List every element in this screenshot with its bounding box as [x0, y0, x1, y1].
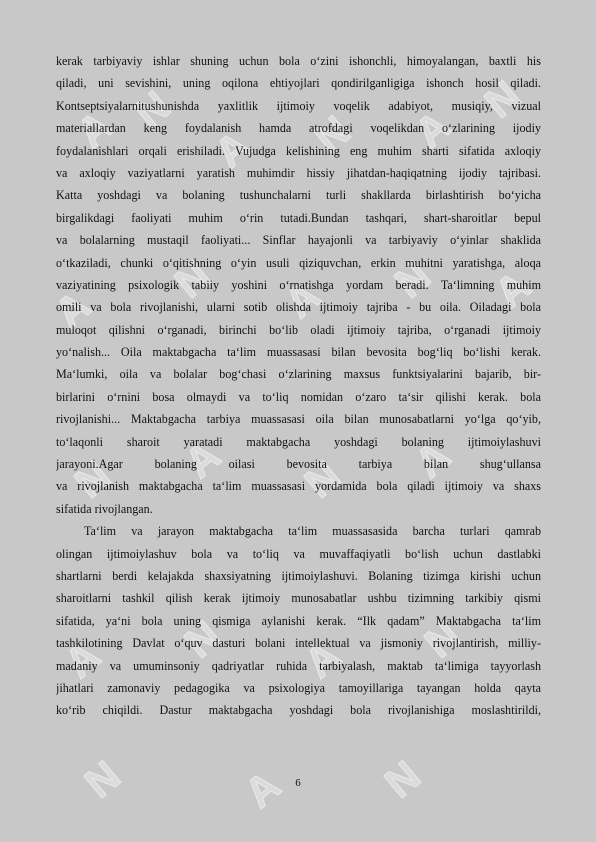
text-line: Ta‘lim va jarayon maktabgacha ta‘lim muassasasida barcha turlari qamrab	[84, 524, 541, 539]
text-line: sifatida rivojlangan.	[56, 501, 153, 516]
text-line: madaniy va umuminsoniy qadriyatlar ruhida tarbiyalash, maktab ta‘limiga tayyorlash	[56, 658, 541, 673]
svg-text:N: N	[305, 106, 360, 162]
text-line: foydalanishlari orqali erishiladi. Vujudga kelishining eng muhim sharti sifatida axloqiy	[56, 143, 541, 158]
svg-text:N: N	[295, 451, 350, 507]
text-line: muloqot qilishni o‘rganadi, birinchi bo‘lib oladi ijtimoiy tajriba, o‘rganadi ijtimoiy	[56, 322, 541, 337]
svg-text:N: N	[415, 611, 470, 667]
text-line: Ma‘lumki, oila va bolalar bog‘chasi o‘zlarining maxsus funktsiyalarini bajarib, bir-	[56, 367, 541, 382]
svg-text:A: A	[485, 261, 540, 317]
text-line: birgalikdagi faoliyati muhim o‘rin tutadi.Bundan tashqari, shart-sharoitlar bepul	[56, 210, 541, 225]
text-line: qiladi, uni sevishini, uning oqilona ehtiyojlari qondirilganligiga ishonch hosil qiladi.	[56, 76, 541, 91]
svg-text:A: A	[405, 101, 460, 157]
svg-text:A: A	[55, 631, 110, 687]
svg-text:A: A	[275, 271, 330, 327]
page-number: 6	[295, 777, 301, 789]
text-line: va bolalarning mustaqil faoliyati... Sinflar hayajonli va tarbiyaviy o‘yinlar shaklida	[56, 233, 541, 248]
svg-text:A: A	[205, 121, 260, 177]
svg-text:N: N	[475, 71, 530, 127]
svg-text:N: N	[165, 251, 220, 307]
text-line: kerak tarbiyaviy ishlar shuning uchun bola o‘zini ishonchli, himoyalangan, baxtli his	[56, 54, 541, 68]
text-line: sharoitlarni tashkil qilish kerak ijtimoiy munosabatlar ushbu tizimning tarkibiy qismi	[56, 591, 541, 606]
text-line: va rivojlanish maktabgacha ta‘lim muassasasi yordamida bola qiladi ijtimoiy va shaxs	[56, 479, 541, 494]
svg-text:N: N	[385, 251, 440, 307]
text-line: yo‘nalish... Oila maktabgacha ta‘lim muassasasi bilan bevosita bog‘liq bo‘lishi kerak.	[56, 345, 541, 360]
svg-text:A: A	[175, 431, 230, 487]
text-line: Kontseptsiyalarnitushunishda yaxlitlik ijtimoiy voqelik adabiyot, musiqiy, vizual	[56, 98, 541, 113]
text-line: shartlarni berdi kelajakda shaxsiyatning ijtimoiylashuvi. Bolaning tizimga kirishi uchun	[56, 568, 541, 583]
text-line: omili va bola rivojlanishi, ularni sotib olishda ijtimoiy tajriba - bu oila. Oiladagi bola	[56, 300, 541, 315]
text-line: ko‘rib chiqildi. Dastur maktabgacha yoshdagi bola rivojlanishiga moslashtirildi,	[56, 703, 541, 718]
text-line: o‘tkaziladi, chunki o‘qitishning o‘yin usuli qiziquvchan, erkin muhitni yaratishga, aloqa	[56, 255, 541, 270]
svg-text:N: N	[75, 751, 130, 807]
svg-text:A: A	[45, 281, 100, 337]
text-line: jarayoni.Agar bolaning oilasi bevosita tarbiya bilan shug‘ullansa	[56, 457, 541, 472]
text-line: vaziyatining psixologik tabiiy yoshini o‘rnatishga yordam beradi. Ta‘limning muhim	[56, 277, 541, 292]
text-line: rivojlanishi... Maktabgacha tarbiya muassasasi oila bilan munosabatlarni yo‘lga qo‘yib,	[56, 412, 541, 427]
text-line: Katta yoshdagi va bolaning tushunchalarni turli shakllarda birlashtirish bo‘yicha	[56, 188, 541, 203]
svg-text:N: N	[175, 611, 230, 667]
text-line: tashkilotining Davlat o‘quv dasturi bolani intellektual va jismoniy rivojlantirish, milliy-	[56, 636, 541, 651]
text-line: jihatlari zamonaviy pedagogika va psixologiya tamoyillariga tayangan holda qayta	[56, 680, 541, 695]
text-line: to‘laqonli sharoit yaratadi maktabgacha yoshdagi bolaning ijtimoiylashuvi	[56, 434, 541, 449]
svg-text:A: A	[67, 101, 122, 157]
text-line: olingan ijtimoiylashuv bola va to‘liq va muvaffaqiyatli bo‘lish uchun dastlabki	[56, 546, 541, 561]
text-line: birlarini o‘rnini bosa olmaydi va to‘liq nomidan o‘zaro ta‘sir qilishi kerak. bola	[56, 389, 541, 404]
svg-text:A: A	[235, 761, 290, 817]
svg-text:N: N	[125, 81, 180, 137]
svg-text:A: A	[295, 631, 350, 687]
text-line: sifatida, ya‘ni bola uning qismiga aylanishi kerak. “Ilk qadam” Maktabgacha ta‘lim	[56, 613, 541, 628]
text-line: va axloqiy vaziyatlarni yaratish muhimdir hissiy jihatdan-haqiqatning ijodiy tajribasi.	[56, 165, 541, 180]
svg-text:A: A	[405, 431, 460, 487]
body-text	[56, 50, 541, 722]
svg-text:N: N	[65, 451, 120, 507]
text-line: materiallardan keng foydalanish hamda atrofdagi voqelikdan o‘zlarining ijodiy	[56, 121, 541, 136]
svg-text:N: N	[375, 751, 430, 807]
